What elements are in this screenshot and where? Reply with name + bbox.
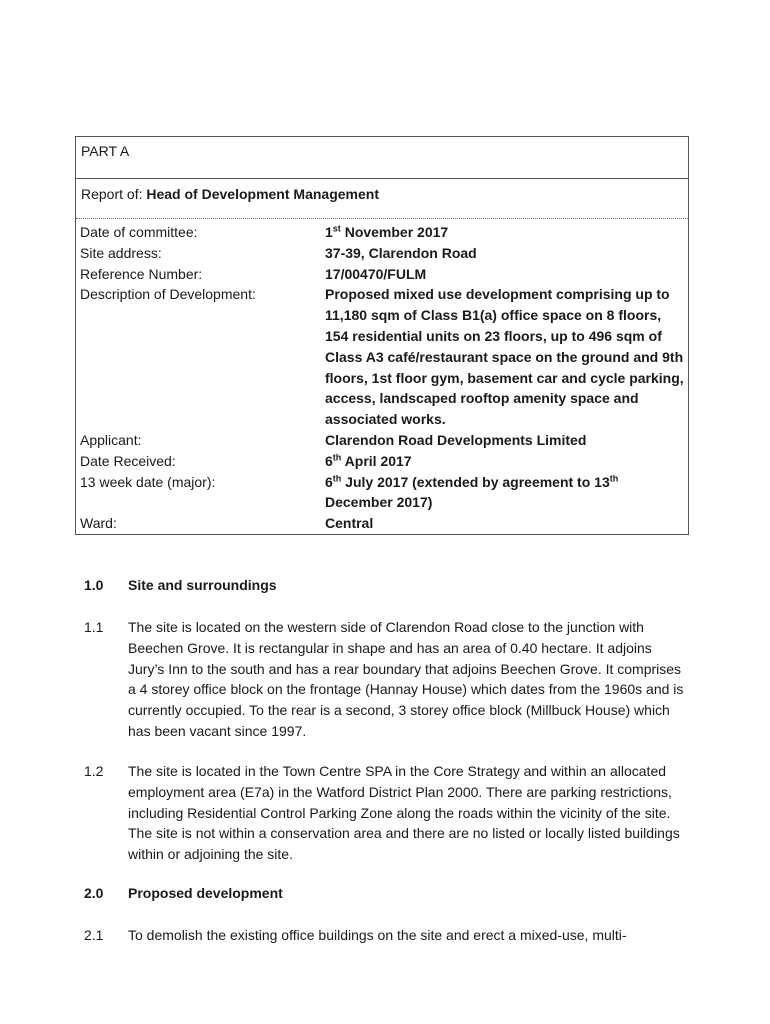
reference-number-label: Reference Number: xyxy=(80,265,203,282)
committee-value: 1st November 2017 xyxy=(325,223,449,240)
description-value: Proposed mixed use development comprising up to 11,180 sqm of Class B1(a) office space on 8 floors, 154 residential units on 23 floors, up to 496 sqm of Class A3 café/restaurant space on the ground and 9th floors, 1st floor gym, basement car and cycle parking, access, landscaped rooftop amenity space and associated works. xyxy=(325,286,684,428)
report-of-value: Head of Development Management xyxy=(146,186,379,202)
ward-value: Central xyxy=(325,515,374,532)
paragraph-1-2: 1.2 The site is located in the Town Centre SPA in the Core Strategy and within an allocated employment area (E7a) in the Watford District Plan 2000. There are parking restrictions, including Residential Control Parking Zone along the roads within the vicinity of the site. The site is not within a conservation area and there are no listed or locally listed buildings within or adjoining the site. xyxy=(84,763,680,863)
part-label: PART A xyxy=(81,143,130,159)
committee-label: Date of committee: xyxy=(80,224,198,240)
paragraph-1-1: 1.1 The site is located on the western side of Clarendon Road close to the junction with Beechen Grove. It is rectangular in shape and has an area of 0.40 hectare. It adjoins Jury’s Inn to the south and has a rear boundary that adjoins Beechen Grove. It comprises a 4 storey office block on the frontage (Hannay House) which dates from the 1960s and is currently occupied. To the rear is a second, 3 storey office block (Millbuck House) which has been vacant since 1997. xyxy=(84,619,684,739)
report-of-prefix: Report of: xyxy=(81,186,147,202)
report-of-row xyxy=(76,179,688,219)
ward-label: Ward: xyxy=(80,515,117,532)
date-received-value: 6th April 2017 xyxy=(325,452,412,469)
site-address-value: 37-39, Clarendon Road xyxy=(325,244,477,261)
applicant-label: Applicant: xyxy=(80,431,142,448)
paragraph-2-1: 2.1 To demolish the existing office buildings on the site and erect a mixed-use, multi- xyxy=(84,927,627,943)
section-1-heading: 1.0 Site and surroundings xyxy=(84,577,277,593)
section-2-heading: 2.0 Proposed development xyxy=(84,885,283,901)
week13-label: 13 week date (major): xyxy=(80,473,216,490)
date-received-label: Date Received: xyxy=(80,452,176,469)
week13-value: 6th July 2017 (extended by agreement to 13th December 2017) xyxy=(325,472,619,511)
description-label: Description of Development: xyxy=(80,286,256,303)
site-address-label: Site address: xyxy=(80,244,162,261)
application-details xyxy=(76,219,688,534)
reference-number-value: 17/00470/FULM xyxy=(325,265,427,282)
applicant-value: Clarendon Road Developments Limited xyxy=(325,431,587,448)
part-a-row xyxy=(76,137,688,179)
report-header-table xyxy=(75,136,689,535)
